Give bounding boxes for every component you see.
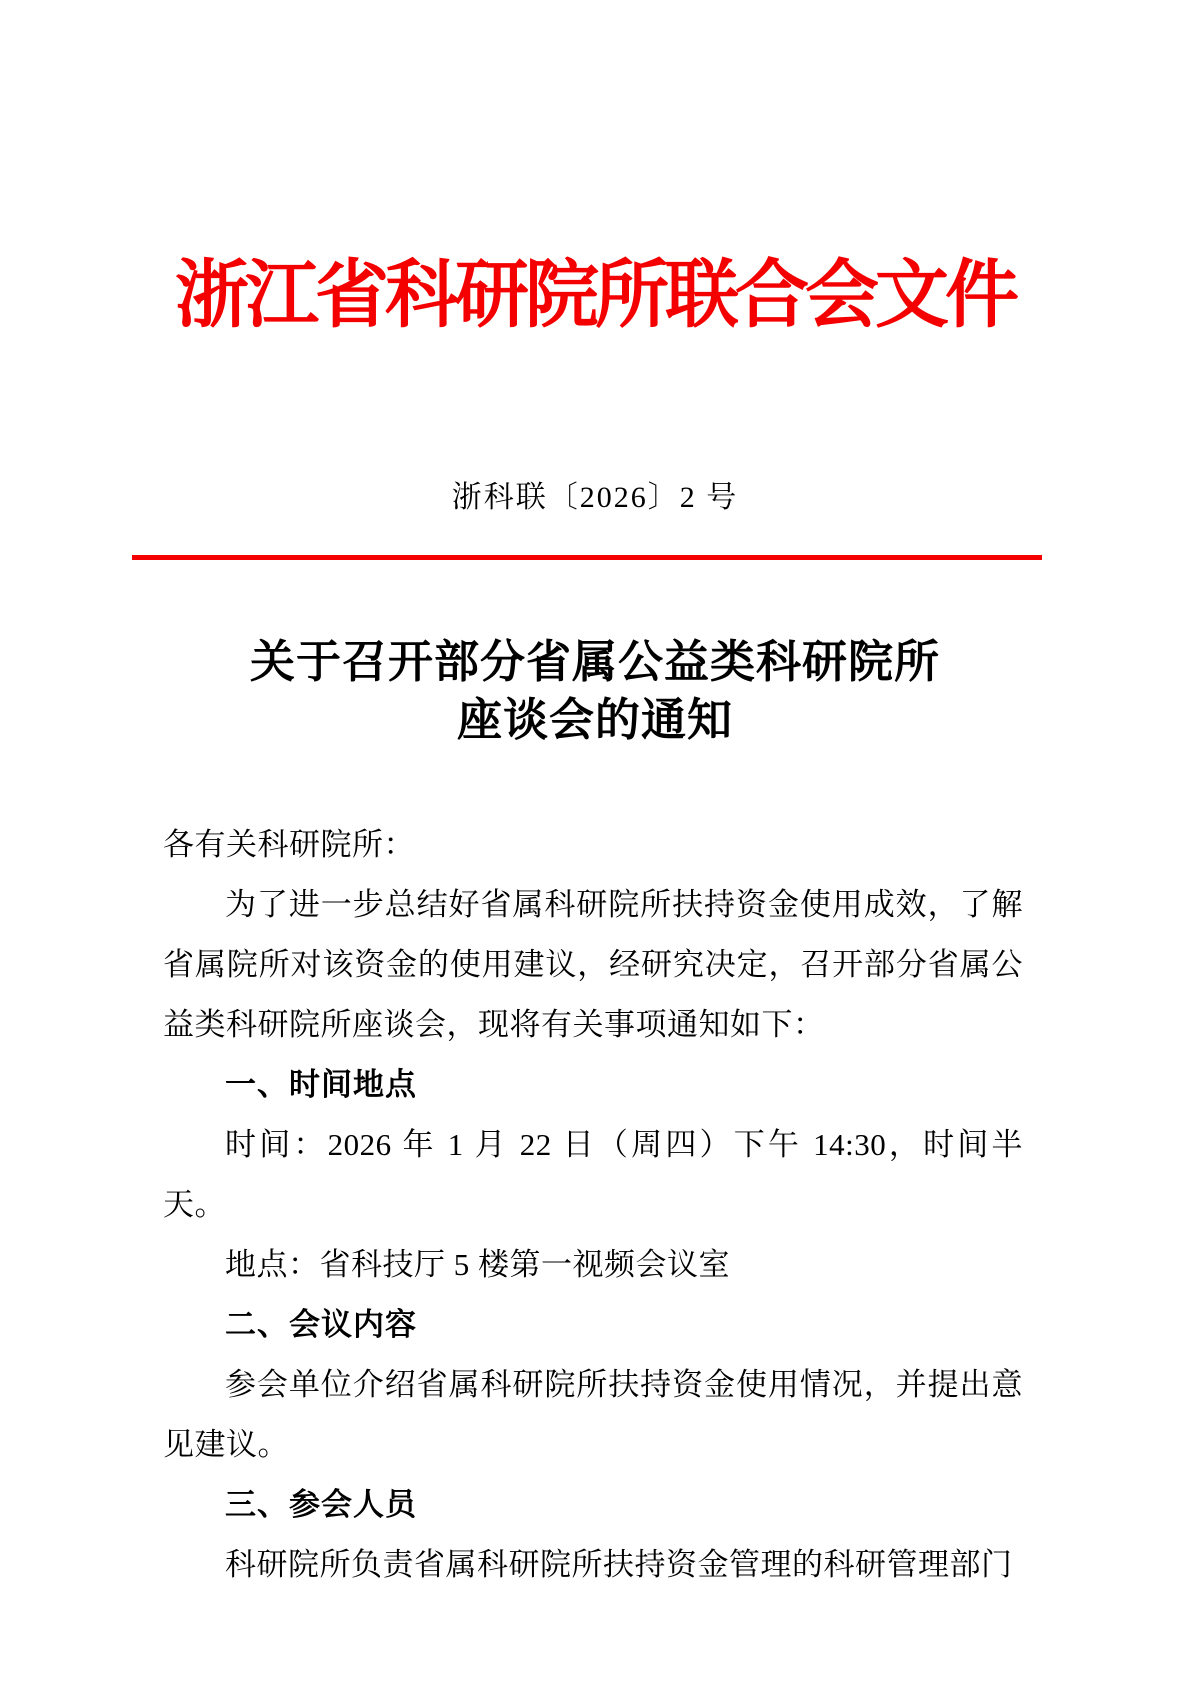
document-number: 浙科联〔2026〕2 号	[451, 481, 739, 514]
red-letterhead-title: 浙江省科研院所联合会文件	[175, 255, 1015, 337]
paragraph-meeting-content: 参会单位介绍省属科研院所扶持资金使用情况，并提出意见建议。	[163, 1367, 1023, 1462]
document-body	[163, 815, 1023, 1595]
section-heading-meeting-content: 二、会议内容	[225, 1307, 417, 1342]
section-heading-time-place: 一、时间地点	[225, 1067, 417, 1102]
paragraph-intro: 为了进一步总结好省属科研院所扶持资金使用成效，了解省属院所对该资金的使用建议，经研究决定，召开部分省属公益类科研院所座谈会，现将有关事项通知如下：	[163, 887, 1023, 1042]
paragraph-participants: 科研院所负责省属科研院所扶持资金管理的科研管理部门	[225, 1547, 1013, 1582]
salutation: 各有关科研院所：	[163, 827, 415, 862]
notice-title	[0, 633, 1190, 749]
notice-title-line1: 关于召开部分省属公益类科研院所	[249, 637, 940, 687]
notice-title-line2: 座谈会的通知	[456, 695, 733, 745]
paragraph-place: 地点：省科技厅 5 楼第一视频会议室	[225, 1247, 730, 1282]
paragraph-time: 时间：2026 年 1 月 22 日（周四）下午 14:30，时间半天。	[163, 1127, 1023, 1222]
red-divider-line	[132, 555, 1042, 560]
section-heading-participants: 三、参会人员	[225, 1487, 417, 1522]
